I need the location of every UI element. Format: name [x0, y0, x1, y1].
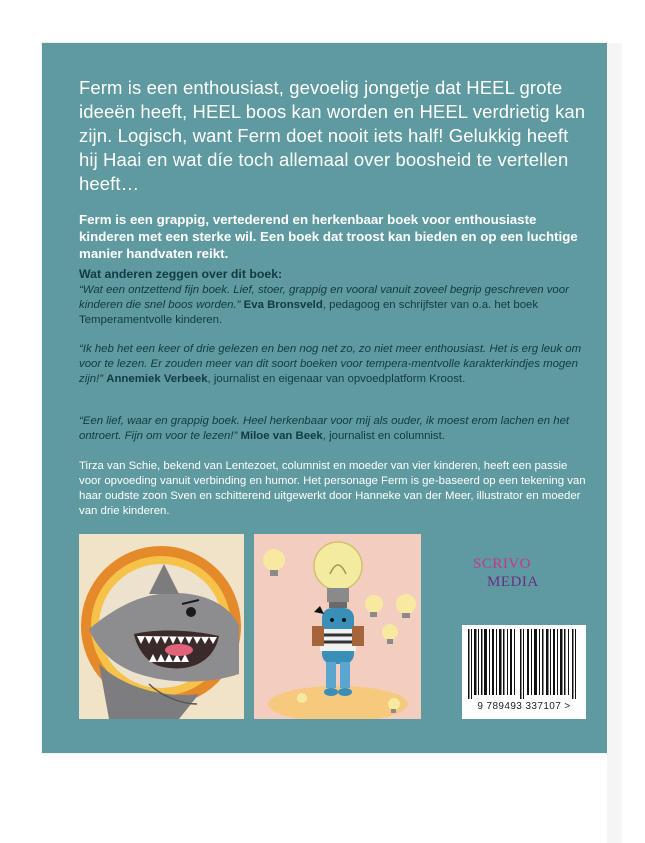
spine-edge [607, 43, 622, 843]
review-role: , journalist en columnist. [322, 430, 445, 442]
review-author: Eva Bronsveld [243, 299, 323, 311]
review-2 [79, 342, 589, 387]
back-cover [42, 43, 607, 753]
reviews-heading: Wat anderen zeggen over dit boek: [79, 267, 283, 281]
barcode-digits: 9 789493 337107 > [477, 701, 571, 712]
lightbulb-icon [254, 534, 421, 719]
summary-text: Ferm is een grappig, vertederend en herkenbaar boek voor enthousiaste kinderen met een sterke wil. Een boek dat troost kan bieden en op een luchtige manier handvaten reikt. [79, 212, 578, 261]
review-author: Annemiek Verbeek [106, 373, 208, 385]
shark-illustration [79, 534, 244, 719]
review-role: , pedagoog en schrijfster van o.a. het boek Temperamentvolle kinderen. [79, 299, 539, 326]
intro-text: Ferm is een enthousiast, gevoelig jongetje dat HEEL grote ideeën heeft, HEEL boos kan worden en HEEL verdrietig kan zijn. Logisch, want Ferm doet nooit iets half! Gelukkig heeft hij Haai en wat díe toch allemaal over boosheid te vertellen heeft… [79, 77, 586, 194]
publisher-logo-line1: SCRIVO [473, 556, 532, 572]
review-role: , journalist en eigenaar van opvoedplatform Kroost. [207, 373, 466, 385]
lightbulb-illustration [254, 534, 421, 719]
review-1 [79, 283, 589, 328]
review-author: Miloe van Beek [240, 430, 323, 442]
author-bio: Tirza van Schie, bekend van Lentezoet, columnist en moeder van vier kinderen, heeft een passie voor opvoeding vanuit verbinding en humor. Het personage Ferm is ge-baseerd op een tekening van haar oudste zoon Sven en schitterend uitgewerkt door Hanneke van der Meer, illustrator en moeder van drie kinderen. [79, 460, 586, 517]
review-3 [79, 414, 589, 444]
publisher-logo [467, 540, 547, 600]
barcode-bars-icon [462, 629, 586, 703]
barcode [462, 625, 586, 719]
review-quote: “Ik heb het een keer of drie gelezen en ben nog net zo, zo niet meer enthousiast. Het is erg leuk om voor te lezen. Er zouden meer van dit soort boeken voor tempera-mentvolle karakterkindjes mogen zijn!” [79, 343, 582, 385]
review-quote: “Een lief, waar en grappig boek. Heel herkenbaar voor mij als ouder, ik moest erom lachen en het ontroert. Fijn om voor te lezen!” [79, 415, 570, 442]
publisher-logo-line2: MEDIA [487, 574, 539, 590]
review-quote: “Wat een ontzettend fijn boek. Lief, stoer, grappig en vooral vanuit zoveel begrip geschreven voor kinderen die snel boos worden.” [79, 284, 569, 311]
shark-icon [79, 534, 244, 719]
